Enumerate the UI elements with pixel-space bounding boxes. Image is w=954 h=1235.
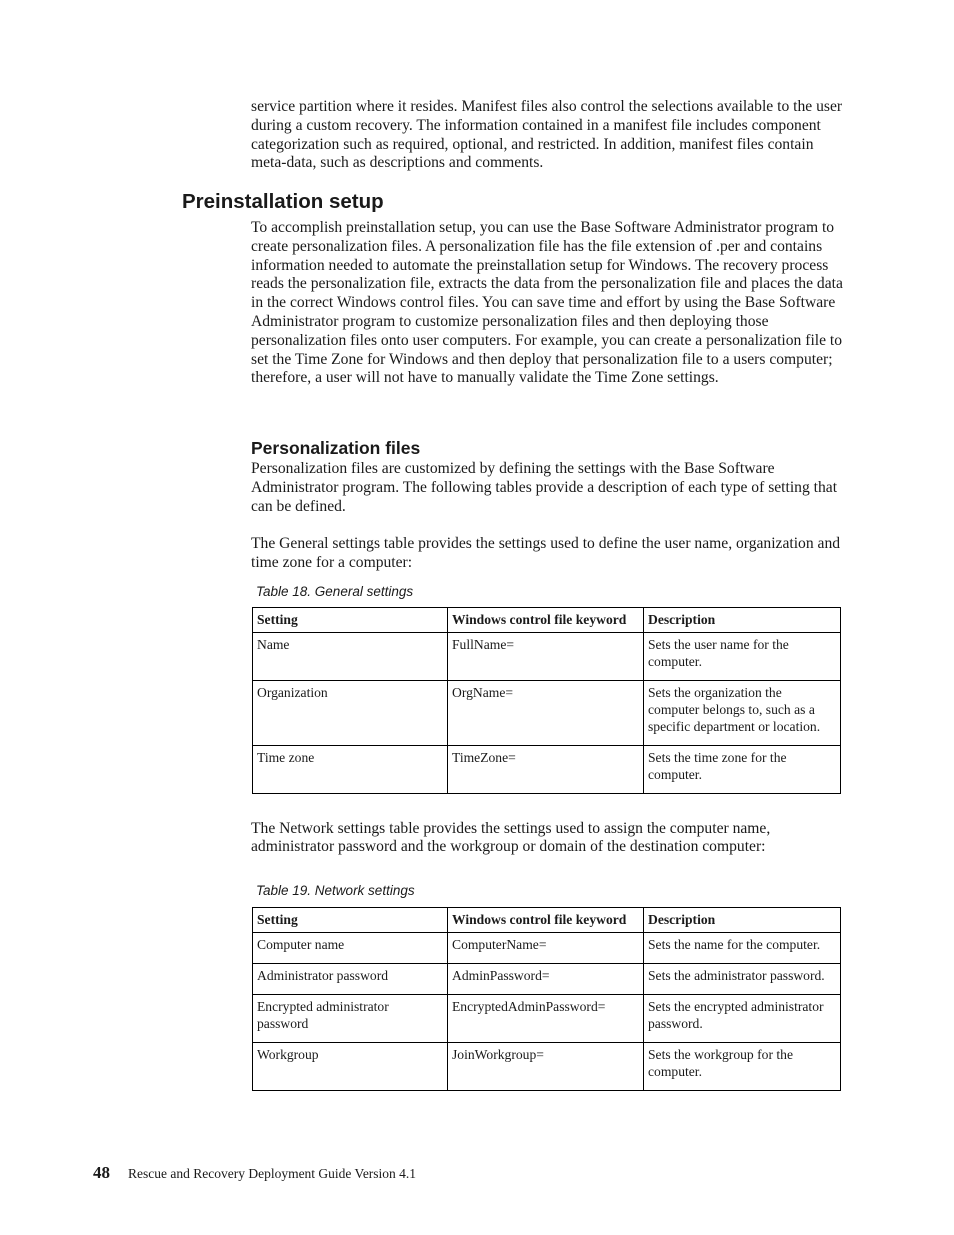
table-cell: Administrator password <box>253 964 448 995</box>
table-row <box>253 964 841 995</box>
column-header: Setting <box>253 608 448 633</box>
table-cell: Workgroup <box>253 1043 448 1091</box>
table-cell: Computer name <box>253 933 448 964</box>
table-cell: Time zone <box>253 746 448 794</box>
table-cell: JoinWorkgroup= <box>448 1043 644 1091</box>
column-header: Description <box>644 608 841 633</box>
general-settings-table <box>252 607 841 794</box>
network-settings-table <box>252 907 841 1091</box>
footer-book-title: Rescue and Recovery Deployment Guide Version 4.1 <box>128 1166 417 1181</box>
table-row <box>253 681 841 746</box>
column-header: Windows control file keyword <box>448 908 644 933</box>
table-cell: Sets the user name for the computer. <box>644 633 841 681</box>
table-cell: Sets the organization the computer belongs to, such as a specific department or location. <box>644 681 841 746</box>
table-row <box>253 633 841 681</box>
table-cell: ComputerName= <box>448 933 644 964</box>
table-cell: Encrypted administrator password <box>253 995 448 1043</box>
page-footer <box>93 1163 416 1183</box>
intro-paragraph: service partition where it resides. Manifest files also control the selections available to the user during a custom recovery. The information contained in a manifest file includes component categorization such as required, optional, and restricted. In addition, manifest files contain meta-data, such as descriptions and comments. <box>251 98 843 172</box>
table-18-caption: Table 18. General settings <box>256 584 414 599</box>
table-header-row <box>253 908 841 933</box>
table-row <box>253 995 841 1043</box>
column-header: Windows control file keyword <box>448 608 644 633</box>
table-row <box>253 1043 841 1091</box>
table-cell: Organization <box>253 681 448 746</box>
personalization-paragraph: Personalization files are customized by defining the settings with the Base Software Administrator program. The following tables provide a description of each type of setting that can be defined. <box>251 460 838 515</box>
table-cell: Sets the administrator password. <box>644 964 841 995</box>
table-19-caption: Table 19. Network settings <box>256 883 415 898</box>
preinstallation-paragraph: To accomplish preinstallation setup, you can use the Base Software Administrator program to create personalization files. A personalization file has the file extension of .per and contains information needed to automate the preinstallation setup for Windows. The recovery process reads the personalization file, extracts the data from the personalization file and places the data in the correct Windows control files. You can save time and effort by using the Base Software Administrator program to customize personalization files and then deploying those personalization files onto user computers. For example, you can create a personalization file to set the Time Zone for Windows and then deploy that personalization file to a users computer; therefore, a user will not have to manually validate the Time Zone settings. <box>251 219 843 387</box>
section-heading-preinstallation: Preinstallation setup <box>182 190 384 213</box>
table-cell: FullName= <box>448 633 644 681</box>
table-cell: AdminPassword= <box>448 964 644 995</box>
network-settings-intro: The Network settings table provides the settings used to assign the computer name, administrator password and the workgroup or domain of the destination computer: <box>251 820 771 855</box>
table-row <box>253 746 841 794</box>
table-header-row <box>253 608 841 633</box>
column-header: Description <box>644 908 841 933</box>
general-settings-intro: The General settings table provides the settings used to define the user name, organization and time zone for a computer: <box>251 535 841 571</box>
table-cell: OrgName= <box>448 681 644 746</box>
table-cell: Sets the workgroup for the computer. <box>644 1043 841 1091</box>
table-cell: Sets the time zone for the computer. <box>644 746 841 794</box>
table-cell: EncryptedAdminPassword= <box>448 995 644 1043</box>
subsection-heading-personalization: Personalization files <box>251 438 421 458</box>
page-number: 48 <box>93 1163 110 1182</box>
table-cell: Name <box>253 633 448 681</box>
table-cell: Sets the name for the computer. <box>644 933 841 964</box>
column-header: Setting <box>253 908 448 933</box>
table-row <box>253 933 841 964</box>
table-cell: TimeZone= <box>448 746 644 794</box>
table-cell: Sets the encrypted administrator password. <box>644 995 841 1043</box>
